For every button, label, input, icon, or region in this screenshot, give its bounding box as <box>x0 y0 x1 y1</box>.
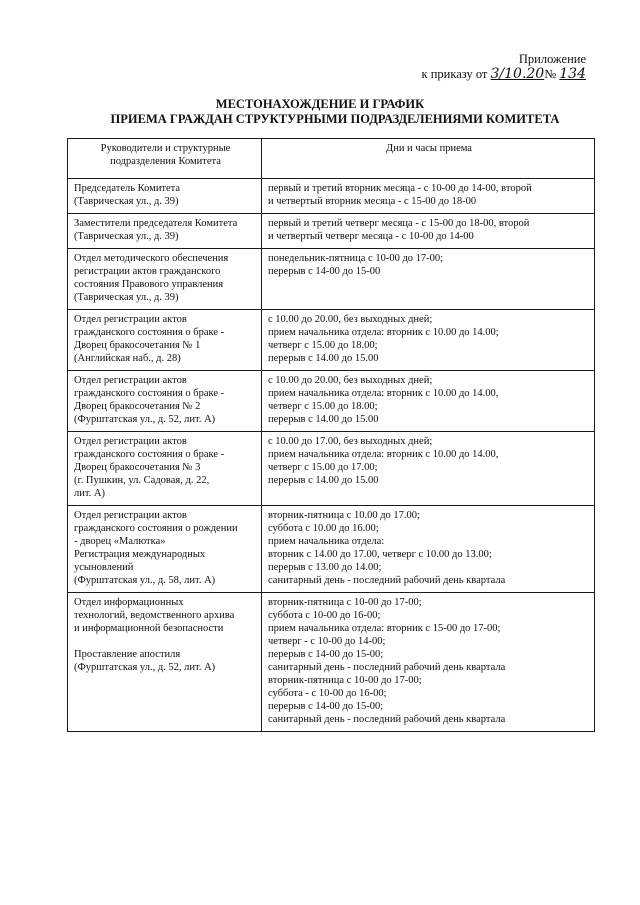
unit-cell <box>68 371 262 432</box>
hours-cell <box>262 249 595 310</box>
unit-line: (Таврическая ул., д. 39) <box>74 292 179 303</box>
unit-line: Председатель Комитета <box>74 183 181 194</box>
unit-line: (Фурштатская ул., д. 52, лит. А) <box>74 414 216 425</box>
hours-line: вторник-пятница с 10.00 до 17.00; <box>268 510 420 521</box>
unit-line: (Фурштатская ул., д. 52, лит. А) <box>74 662 216 673</box>
unit-line: технологий, ведомственного архива <box>74 610 235 621</box>
schedule-table <box>67 138 595 732</box>
table-row <box>68 179 595 214</box>
hours-line: санитарный день - последний рабочий день квартала <box>268 662 506 673</box>
unit-line: - дворец «Малютка» <box>74 536 166 547</box>
hours-cell <box>262 310 595 371</box>
hours-line: перерыв с 14.00 до 15.00 <box>268 475 379 486</box>
hours-line: перерыв с 14-00 до 15-00; <box>268 701 384 712</box>
number-sign: № <box>544 67 557 81</box>
unit-line: Проставление апостиля <box>74 649 181 660</box>
unit-cell <box>68 310 262 371</box>
unit-line: Регистрация международных <box>74 549 206 560</box>
order-number: 134 <box>559 66 586 82</box>
hours-cell <box>262 179 595 214</box>
hours-line: прием начальника отдела: вторник с 15-00 до 17-00; <box>268 623 501 634</box>
unit-cell <box>68 593 262 732</box>
hours-line: вторник-пятница с 10-00 до 17-00; <box>268 675 422 686</box>
hours-line: суббота - с 10-00 до 16-00; <box>268 688 387 699</box>
hours-line: прием начальника отдела: вторник с 10.00 до 14.00, <box>268 388 499 399</box>
hours-line: с 10.00 до 20.00, без выходных дней; <box>268 314 433 325</box>
hours-line: перерыв с 13.00 до 14.00; <box>268 562 382 573</box>
unit-cell <box>68 214 262 249</box>
unit-line: (г. Пушкин, ул. Садовая, д. 22, <box>74 475 210 486</box>
hours-line: четверг с 15.00 до 18.00; <box>268 340 378 351</box>
unit-line: лит. А) <box>74 488 105 499</box>
hours-line: и четвертый четверг месяца - с 10-00 до 14-00 <box>268 231 474 242</box>
table-row <box>68 214 595 249</box>
hours-line: прием начальника отдела: вторник с 10.00 до 14.00; <box>268 327 499 338</box>
hours-cell <box>262 432 595 506</box>
table-row <box>68 310 595 371</box>
hours-line: с 10.00 до 20.00, без выходных дней; <box>268 375 433 386</box>
hours-line: перерыв с 14-00 до 15-00 <box>268 266 381 277</box>
unit-line: гражданского состояния о браке - <box>74 388 225 399</box>
hours-line: четверг с 15.00 до 18.00; <box>268 401 378 412</box>
hours-line: четверг с 15.00 до 17.00; <box>268 462 378 473</box>
hours-line: прием начальника отдела: <box>268 536 385 547</box>
hours-line: первый и третий четверг месяца - с 15-00 до 18-00, второй <box>268 218 530 229</box>
hours-line: понедельник-пятница с 10-00 до 17-00; <box>268 253 444 264</box>
hours-cell <box>262 506 595 593</box>
title-line-1: МЕСТОНАХОЖДЕНИЕ И ГРАФИК <box>215 97 425 111</box>
unit-cell <box>68 249 262 310</box>
unit-line: (Фурштатская ул., д. 58, лит. А) <box>74 575 216 586</box>
unit-cell <box>68 506 262 593</box>
unit-cell <box>68 179 262 214</box>
hours-cell <box>262 371 595 432</box>
appendix-label: Приложение <box>518 52 586 66</box>
appendix-block <box>422 52 586 82</box>
unit-line: гражданского состояния о браке - <box>74 449 225 460</box>
unit-cell <box>68 432 262 506</box>
hours-line: вторник-пятница с 10-00 до 17-00; <box>268 597 422 608</box>
hours-line: вторник с 14.00 до 17.00, четверг с 10.00 до 13.00; <box>268 549 492 560</box>
table-row <box>68 593 595 732</box>
table-header-row <box>68 139 595 179</box>
hours-line: санитарный день - последний рабочий день квартала <box>268 714 506 725</box>
hours-cell <box>262 214 595 249</box>
hours-line: суббота с 10-00 до 16-00; <box>268 610 381 621</box>
order-prefix: к приказу от <box>421 67 488 81</box>
unit-line: Дворец бракосочетания № 1 <box>74 340 201 351</box>
unit-line: Дворец бракосочетания № 2 <box>74 401 201 412</box>
header-units: Руководители и структурные подразделения Комитета <box>68 139 262 179</box>
order-date: 3/10.20 <box>490 66 545 82</box>
unit-line: Отдел регистрации актов <box>74 314 187 325</box>
hours-line: с 10.00 до 17.00, без выходных дней; <box>268 436 433 447</box>
hours-line: четверг - с 10-00 до 14-00; <box>268 636 386 647</box>
table-row <box>68 432 595 506</box>
unit-line: (Таврическая ул., д. 39) <box>74 231 179 242</box>
table-row <box>68 506 595 593</box>
hours-line: первый и третий вторник месяца - с 10-00 до 14-00, второй <box>268 183 532 194</box>
unit-line <box>74 635 257 648</box>
unit-line: (Английская наб., д. 28) <box>74 353 181 364</box>
hours-line: прием начальника отдела: вторник с 10.00 до 14.00, <box>268 449 499 460</box>
unit-line: Заместители председателя Комитета <box>74 218 238 229</box>
unit-line: гражданского состояния о рождении <box>74 523 238 534</box>
unit-line: состояния Правового управления <box>74 279 224 290</box>
hours-line: суббота с 10.00 до 16.00; <box>268 523 379 534</box>
table-row <box>68 249 595 310</box>
unit-line: (Таврическая ул., д. 39) <box>74 196 179 207</box>
unit-line: и информационной безопасности <box>74 623 224 634</box>
table-row <box>68 371 595 432</box>
hours-line: перерыв с 14.00 до 15.00 <box>268 414 379 425</box>
header-hours: Дни и часы приема <box>262 139 595 179</box>
unit-line: Отдел регистрации актов <box>74 436 187 447</box>
unit-line: регистрации актов гражданского <box>74 266 221 277</box>
unit-line: Дворец бракосочетания № 3 <box>74 462 201 473</box>
hours-line: перерыв с 14-00 до 15-00; <box>268 649 384 660</box>
unit-line: Отдел методического обеспечения <box>74 253 229 264</box>
order-reference <box>422 67 586 82</box>
unit-line: Отдел регистрации актов <box>74 375 187 386</box>
unit-line: гражданского состояния о браке - <box>74 327 225 338</box>
unit-line: Отдел информационных <box>74 597 184 608</box>
hours-line: и четвертый вторник месяца - с 15-00 до 18-00 <box>268 196 477 207</box>
hours-line: перерыв с 14.00 до 15.00 <box>268 353 379 364</box>
unit-line: Отдел регистрации актов <box>74 510 187 521</box>
hours-cell <box>262 593 595 732</box>
title-line-2: ПРИЕМА ГРАЖДАН СТРУКТУРНЫМИ ПОДРАЗДЕЛЕНИЯМИ КОМИТЕТА <box>110 112 560 126</box>
document-title <box>0 97 640 127</box>
hours-line: санитарный день - последний рабочий день квартала <box>268 575 506 586</box>
unit-line: усыновлений <box>74 562 134 573</box>
